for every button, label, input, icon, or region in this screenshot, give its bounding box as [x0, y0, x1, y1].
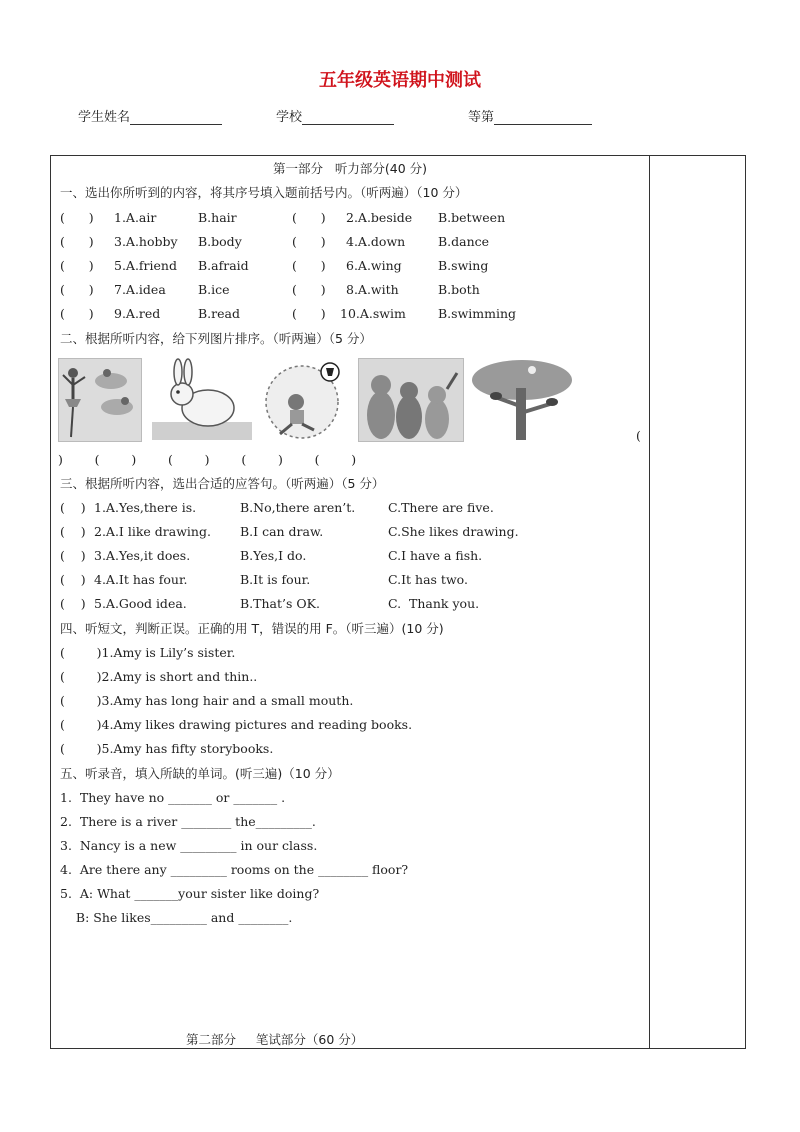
fill-blank-item[interactable]: 5. A: What _______your sister like doing?	[60, 886, 320, 901]
rabbit-picture	[152, 358, 252, 442]
response-option-a: 5.A.Good idea.	[94, 596, 187, 611]
response-option-b: B.Yes,I do.	[240, 548, 307, 563]
answer-blank[interactable]: ( )	[60, 210, 94, 225]
tree-birds-picture	[470, 358, 574, 442]
question-option-a: 9.A.red	[114, 306, 161, 321]
page-title: 五年级英语期中测试	[319, 70, 481, 91]
grade-field	[468, 106, 592, 125]
question-option-a: 10.A.swim	[340, 306, 406, 321]
answer-blank[interactable]: ( )	[60, 572, 86, 587]
section2-heading: 二、根据所听内容，给下列图片排序。（听两遍）（5 分）	[60, 331, 372, 346]
question-option-b: B.between	[438, 210, 506, 225]
section4-heading: 四、听短文，判断正误。正确的用 T，错误的用 F。（听三遍）(10 分)	[60, 621, 444, 636]
fill-blank-item[interactable]: 1. They have no _______ or _______ .	[60, 790, 286, 805]
response-option-b: B.That’s OK.	[240, 596, 320, 611]
question-option-a: 7.A.idea	[114, 282, 166, 297]
response-option-b: B.I can draw.	[240, 524, 324, 539]
question-option-b: B.afraid	[198, 258, 249, 273]
school-field	[276, 106, 394, 125]
response-option-c: C.I have a fish.	[388, 548, 483, 563]
true-false-item[interactable]: ( )2.Amy is short and thin..	[60, 669, 258, 684]
answer-blank[interactable]: ( )	[60, 234, 94, 249]
fill-blank-item[interactable]: 2. There is a river ________ the_________.	[60, 814, 316, 829]
question-option-b: B.swimming	[438, 306, 517, 321]
answer-blank[interactable]: ( )	[60, 524, 86, 539]
response-option-c: C.It has two.	[388, 572, 468, 587]
student-name-blank[interactable]	[130, 112, 222, 125]
football-boy-picture	[262, 358, 350, 442]
ballet-dancer-picture	[58, 358, 142, 442]
school-label: 学校	[276, 110, 303, 125]
part1-header: 第一部分 听力部分(40 分)	[272, 161, 428, 176]
response-option-b: B.It is four.	[240, 572, 311, 587]
response-option-a: 3.A.Yes,it does.	[94, 548, 191, 563]
answer-blank[interactable]: ( )	[292, 282, 326, 297]
section5-heading: 五、听录音，填入所缺的单词。(听三遍)（10 分）	[60, 766, 340, 781]
question-option-a: 8.A.with	[346, 282, 399, 297]
part2-header: 第二部分 笔试部分（60 分）	[186, 1032, 364, 1047]
question-option-b: B.ice	[198, 282, 230, 297]
school-blank[interactable]	[302, 112, 394, 125]
true-false-item[interactable]: ( )5.Amy has fifty storybooks.	[60, 741, 274, 756]
table-column-divider	[649, 156, 650, 1048]
answer-blank[interactable]: ( )	[292, 210, 326, 225]
fill-blank-item[interactable]: B: She likes_________ and ________.	[60, 910, 293, 925]
response-option-c: C.She likes drawing.	[388, 524, 519, 539]
bears-picture	[358, 358, 464, 442]
question-option-b: B.body	[198, 234, 242, 249]
answer-blank[interactable]: ( )	[60, 596, 86, 611]
response-option-c: C. Thank you.	[388, 596, 480, 611]
fill-blank-item[interactable]: 4. Are there any _________ rooms on the ________ floor?	[60, 862, 409, 877]
section2-open-paren: (	[636, 428, 641, 443]
answer-blank[interactable]: ( )	[60, 548, 86, 563]
true-false-item[interactable]: ( )3.Amy has long hair and a small mouth.	[60, 693, 354, 708]
answer-blank[interactable]: ( )	[60, 306, 94, 321]
student-name-field	[78, 106, 222, 125]
question-option-b: B.read	[198, 306, 240, 321]
question-option-a: 3.A.hobby	[114, 234, 178, 249]
student-name-label: 学生姓名	[78, 110, 131, 125]
section1-heading: 一、选出你所听到的内容，将其序号填入题前括号内。（听两遍）（10 分）	[60, 185, 468, 200]
question-option-b: B.dance	[438, 234, 490, 249]
answer-blank[interactable]: ( )	[292, 258, 326, 273]
response-option-a: 1.A.Yes,there is.	[94, 500, 197, 515]
response-option-b: B.No,there aren’t.	[240, 500, 356, 515]
response-option-a: 2.A.I like drawing.	[94, 524, 211, 539]
question-option-a: 5.A.friend	[114, 258, 177, 273]
true-false-item[interactable]: ( )1.Amy is Lily’s sister.	[60, 645, 236, 660]
answer-blank[interactable]: ( )	[292, 234, 326, 249]
question-option-a: 2.A.beside	[346, 210, 413, 225]
answer-blank[interactable]: ( )	[60, 258, 94, 273]
section3-heading: 三、根据所听内容，选出合适的应答句。（听两遍）（5 分）	[60, 476, 385, 491]
question-option-b: B.swing	[438, 258, 489, 273]
section2-answer-blanks[interactable]: ) ( ) ( ) ( ) ( )	[58, 452, 357, 467]
true-false-item[interactable]: ( )4.Amy likes drawing pictures and reading books.	[60, 717, 413, 732]
question-option-a: 1.A.air	[114, 210, 157, 225]
response-option-c: C.There are five.	[388, 500, 494, 515]
grade-label: 等第	[468, 110, 495, 125]
fill-blank-item[interactable]: 3. Nancy is a new _________ in our class.	[60, 838, 318, 853]
question-option-a: 4.A.down	[346, 234, 406, 249]
question-option-b: B.both	[438, 282, 480, 297]
answer-blank[interactable]: ( )	[292, 306, 326, 321]
question-option-a: 6.A.wing	[346, 258, 402, 273]
response-option-a: 4.A.It has four.	[94, 572, 188, 587]
answer-blank[interactable]: ( )	[60, 500, 86, 515]
answer-blank[interactable]: ( )	[60, 282, 94, 297]
question-option-b: B.hair	[198, 210, 237, 225]
grade-blank[interactable]	[494, 112, 592, 125]
